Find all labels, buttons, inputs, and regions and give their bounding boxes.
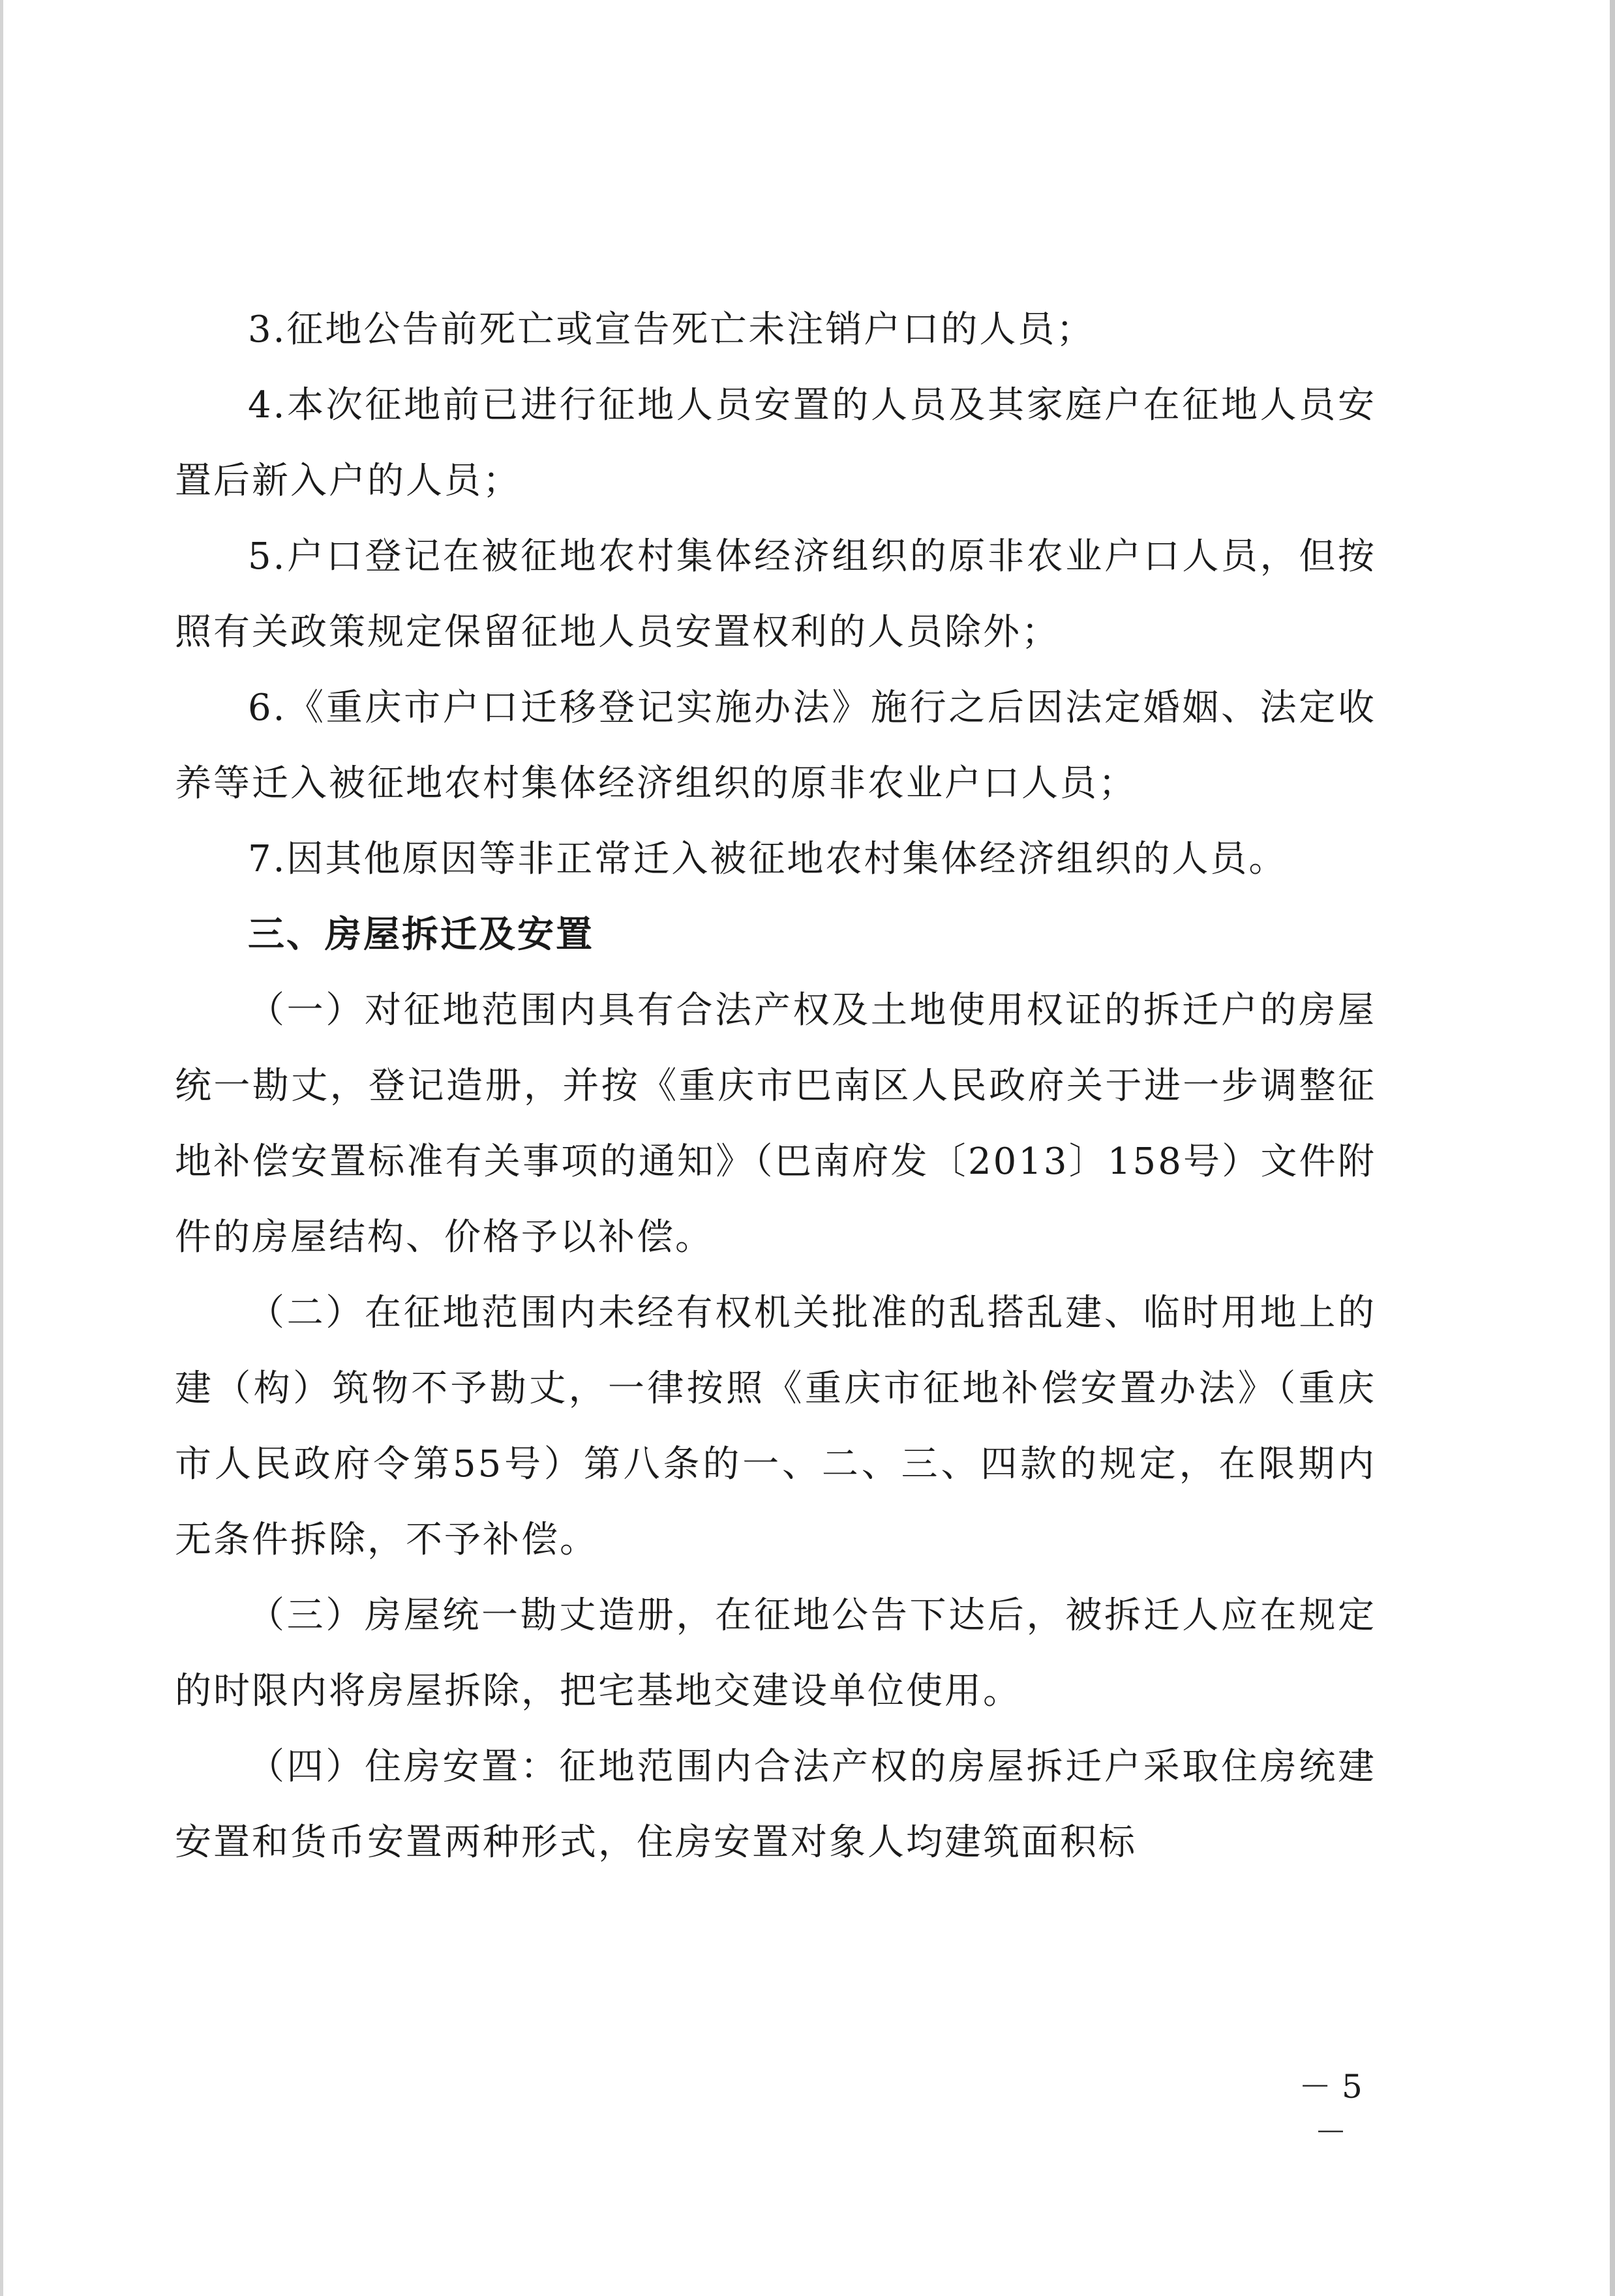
paragraph-clause-3: （三）房屋统一勘丈造册，在征地公告下达后，被拆迁人应在规定的时限内将房屋拆除，把宅基地交建设单位使用。 bbox=[175, 1594, 1376, 1712]
document-body bbox=[175, 292, 1376, 1881]
paragraph-item-6: 6.《重庆市户口迁移登记实施办法》施行之后因法定婚姻、法定收养等迁入被征地农村集体经济组织的原非农业户口人员； bbox=[175, 687, 1376, 805]
page-number: － 5 － bbox=[1299, 2068, 1363, 2151]
paragraph-item-3: 3.征地公告前死亡或宣告死亡未注销户口的人员； bbox=[248, 308, 1095, 351]
paragraph-clause-1: （一）对征地范围内具有合法产权及土地使用权证的拆迁户的房屋统一勘丈，登记造册，并按《重庆市巴南区人民政府关于进一步调整征地补偿安置标准有关事项的通知》（巴南府发〔2013〕158号）文件附件的房屋结构、价格予以补偿。 bbox=[175, 989, 1376, 1259]
paragraph-item-7: 7.因其他原因等非正常迁入被征地农村集体经济组织的人员。 bbox=[248, 838, 1288, 880]
scan-edge-right bbox=[1610, 0, 1615, 2296]
section-heading: 三、房屋拆迁及安置 bbox=[248, 914, 594, 956]
paragraph-item-4: 4.本次征地前已进行征地人员安置的人员及其家庭户在征地人员安置后新入户的人员； bbox=[175, 384, 1376, 502]
paragraph-clause-4: （四）住房安置：征地范围内合法产权的房屋拆迁户采取住房统建安置和货币安置两种形式，住房安置对象人均建筑面积标 bbox=[175, 1746, 1376, 1864]
scan-edge-left bbox=[0, 0, 3, 2296]
paragraph-item-5: 5.户口登记在被征地农村集体经济组织的原非农业户口人员，但按照有关政策规定保留征地人员安置权利的人员除外； bbox=[175, 535, 1376, 653]
paragraph-clause-2: （二）在征地范围内未经有权机关批准的乱搭乱建、临时用地上的建（构）筑物不予勘丈，一律按照《重庆市征地补偿安置办法》（重庆市人民政府令第55号）第八条的一、二、三、四款的规定，在限期内无条件拆除，不予补偿。 bbox=[175, 1292, 1376, 1561]
